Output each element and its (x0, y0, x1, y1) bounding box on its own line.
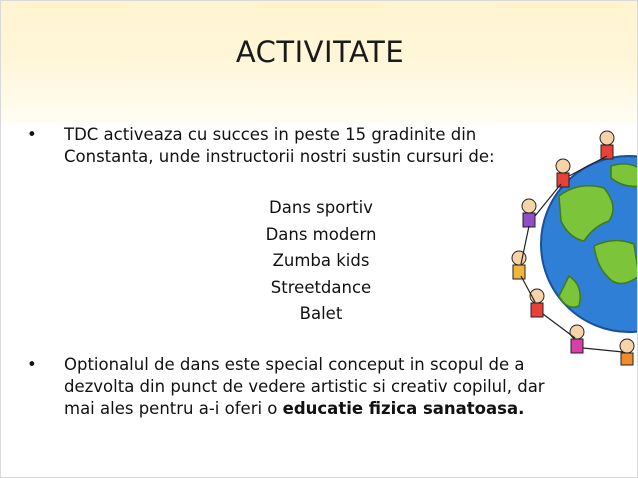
bullet-text-line: Constanta, unde instructorii nostri sustin cursuri de: (64, 147, 495, 166)
bullet-text-line: dezvolta din punct de vedere artistic si creativ copilul, dar (64, 377, 545, 396)
bullet-text-period: . (518, 399, 525, 418)
bullet-text-normal: mai ales pentru a-i oferi o (64, 399, 283, 418)
bullet-text-line: Optionalul de dans este special conceput in scopul de a (64, 355, 525, 374)
dance-item: Dans sportiv (269, 198, 373, 217)
slide-title: ACTIVITATE (235, 35, 405, 69)
bullet-text (64, 124, 495, 168)
globe-with-children-icon (499, 126, 638, 366)
bullet-text-line: TDC activeaza cu succes in peste 15 gradinite din (64, 125, 477, 144)
dance-item: Streetdance (270, 277, 372, 297)
bullet-icon: • (27, 355, 37, 374)
bullet-text-line (64, 398, 545, 420)
dance-item: Balet (299, 304, 343, 323)
dance-item: Dans modern (265, 224, 377, 244)
bullet-text-bold: educatie fizica sanatoasa (282, 399, 519, 418)
dance-item: Zumba kids (272, 251, 370, 270)
dance-list (221, 195, 421, 328)
bullet-icon: • (27, 125, 37, 144)
bullet-text (64, 354, 545, 420)
